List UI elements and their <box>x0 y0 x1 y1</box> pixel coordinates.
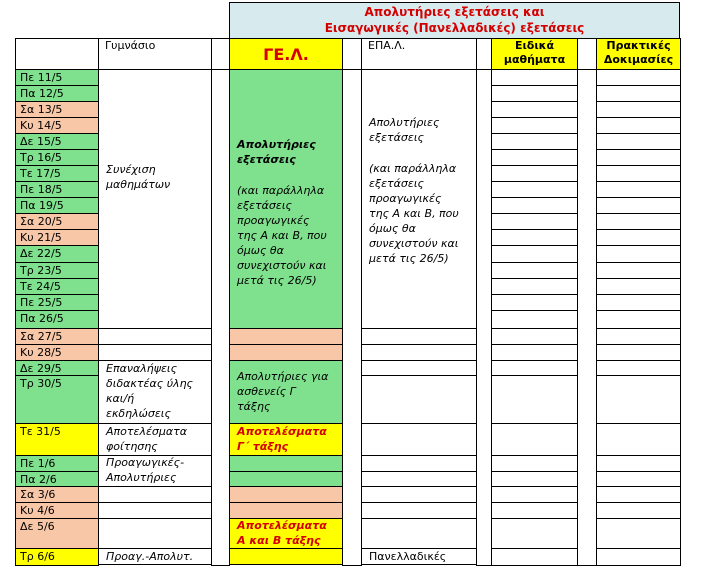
gymnasio-proagogikes-text: Προαγωγικές- Απολυτήριες <box>106 456 185 484</box>
eidika-empty-cell <box>491 423 578 456</box>
date-cell: Σα 13/5 <box>15 101 99 118</box>
date-cell: Πα 2/6 <box>15 471 99 487</box>
praktikes-empty-cell <box>596 486 681 503</box>
date-cell: Κυ 21/5 <box>15 229 99 246</box>
eidika-empty-cell <box>491 117 578 134</box>
praktikes-empty-cell <box>596 165 681 182</box>
praktikes-empty-cell <box>596 310 681 329</box>
eidika-empty-cell <box>491 328 578 345</box>
date-cell: Πε 1/6 <box>15 455 99 472</box>
eidika-empty-cell <box>491 502 578 519</box>
date-cell: Δε 5/6 <box>15 518 99 549</box>
eidika-empty-cell <box>491 245 578 263</box>
gymnasio-row-4-6 <box>98 502 212 519</box>
header-line-2: Εισαγωγικές (Πανελλαδικές) εξετάσεις <box>324 21 585 35</box>
eidika-empty-cell <box>491 294 578 311</box>
date-cell: Πα 26/5 <box>15 310 99 329</box>
date-cell: Δε 22/5 <box>15 245 99 263</box>
gel-row-28-5 <box>229 344 343 361</box>
praktikes-empty-cell <box>596 213 681 230</box>
praktikes-empty-cell <box>596 502 681 519</box>
gel-row-4-6 <box>229 502 343 519</box>
date-cell: Τρ 23/5 <box>15 262 99 279</box>
epal-panelladikes-text: Πανελλαδικές <box>369 550 447 563</box>
eidika-column-header <box>491 38 578 70</box>
epal-apolytiries-title: Απολυτήριες εξετάσεις <box>369 116 440 144</box>
praktikes-empty-cell <box>596 375 681 424</box>
date-cell: Πε 25/5 <box>15 294 99 311</box>
epal-apolytiries-note: (και παράλληλα εξετάσεις προαγωγικές της Α και Β, που όμως θα συνεχιστούν και μετά τις 26/5) <box>369 162 459 265</box>
eidika-empty-cell <box>491 181 578 198</box>
date-cell: Σα 3/6 <box>15 486 99 503</box>
gel-row-1-6 <box>229 455 343 472</box>
praktikes-empty-cell <box>596 278 681 295</box>
date-cell: Δε 29/5 <box>15 360 99 376</box>
praktikes-empty-cell <box>596 85 681 102</box>
epal-empty-cell <box>361 486 477 503</box>
gymnasio-synexisi-cell <box>98 69 212 329</box>
praktikes-empty-cell <box>596 69 681 86</box>
epal-column-header <box>361 38 477 70</box>
date-cell: Δε 15/5 <box>15 133 99 150</box>
praktikes-empty-cell <box>596 548 681 566</box>
date-cell: Τρ 16/5 <box>15 149 99 166</box>
gel-apotelesmata-ab-text: Αποτελέσματα Α και Β τάξης <box>237 519 327 547</box>
gel-apolytiries-title: Απολυτήριες εξετάσεις <box>237 138 316 166</box>
eidika-empty-cell <box>491 69 578 86</box>
gymnasio-row-3-6 <box>98 486 212 503</box>
praktikes-empty-cell <box>596 133 681 150</box>
date-cell: Σα 27/5 <box>15 328 99 345</box>
eidika-empty-cell <box>491 518 578 549</box>
gel-apolytiries-note: (και παράλληλα εξετάσεις προαγωγικές της Α και Β, που όμως θα συνεχιστούν και μετά τις 26/5) <box>237 184 327 287</box>
epal-empty-cell <box>361 423 477 456</box>
date-cell: Τε 24/5 <box>15 278 99 295</box>
epal-empty-cell <box>361 375 477 424</box>
praktikes-empty-cell <box>596 197 681 214</box>
gymnasio-row-5-6 <box>98 518 212 549</box>
gymnasio-row-28-5 <box>98 344 212 361</box>
eidika-header-label: Ειδικά μαθήματα <box>503 39 566 66</box>
date-cell: Κυ 4/6 <box>15 502 99 519</box>
gymnasio-apotelesmata-text: Αποτελέσματα φοίτησης <box>106 425 187 453</box>
eidika-empty-cell <box>491 548 578 566</box>
date-cell: Τε 31/5 <box>15 423 99 456</box>
praktikes-empty-cell <box>596 471 681 487</box>
spacer-column-header-4 <box>577 38 597 70</box>
epal-header-label: ΕΠΑ.Λ. <box>368 39 406 52</box>
date-cell: Πε 18/5 <box>15 181 99 198</box>
eidika-empty-cell <box>491 101 578 118</box>
eidika-empty-cell <box>491 344 578 361</box>
eidika-empty-cell <box>491 197 578 214</box>
praktikes-empty-cell <box>596 101 681 118</box>
gel-asthenis-text: Απολυτήριες για ασθενείς Γ τάξης <box>237 370 329 413</box>
gymnasio-synexisi-text: Συνέχιση μαθημάτων <box>106 163 171 191</box>
eidika-empty-cell <box>491 165 578 182</box>
date-cell: Τε 17/5 <box>15 165 99 182</box>
praktikes-empty-cell <box>596 360 681 376</box>
spacer-column-4 <box>577 69 597 566</box>
eidika-empty-cell <box>491 360 578 376</box>
praktikes-empty-cell <box>596 328 681 345</box>
praktikes-empty-cell <box>596 455 681 472</box>
praktikes-empty-cell <box>596 181 681 198</box>
eidika-empty-cell <box>491 375 578 424</box>
date-cell: Πα 12/5 <box>15 85 99 102</box>
epal-empty-cell <box>361 360 477 376</box>
epal-empty-cell <box>361 455 477 472</box>
praktikes-empty-cell <box>596 423 681 456</box>
spacer-column-header-2 <box>342 38 362 70</box>
eidika-empty-cell <box>491 278 578 295</box>
praktikes-empty-cell <box>596 518 681 549</box>
date-column-header <box>15 38 99 70</box>
eidika-empty-cell <box>491 149 578 166</box>
spacer-column-3 <box>476 69 492 566</box>
date-cell: Τρ 30/5 <box>15 375 99 424</box>
gymnasio-header-label: Γυμνάσιο <box>105 39 156 52</box>
date-cell: Σα 20/5 <box>15 213 99 230</box>
epal-empty-cell <box>361 344 477 361</box>
epal-empty-cell <box>361 518 477 549</box>
date-cell: Πα 19/5 <box>15 197 99 214</box>
gymnasio-row-27-5 <box>98 328 212 345</box>
eidika-empty-cell <box>491 213 578 230</box>
gel-header-label: ΓΕ.Λ. <box>263 45 309 64</box>
spacer-column-header <box>211 38 230 70</box>
eidika-empty-cell <box>491 262 578 279</box>
gel-row-3-6 <box>229 486 343 503</box>
eidika-empty-cell <box>491 471 578 487</box>
eidika-empty-cell <box>491 310 578 329</box>
gel-row-27-5 <box>229 328 343 345</box>
gel-row-2-6 <box>229 471 343 487</box>
praktikes-empty-cell <box>596 149 681 166</box>
gel-apotelesmata-g-text: Αποτελέσματα Γ΄ τάξης <box>237 425 327 453</box>
eidika-empty-cell <box>491 486 578 503</box>
gymnasio-epanalipseis-text: Επαναλήψεις διδακτέας ύλης και/ή εκδηλώσεις <box>106 362 193 420</box>
eidika-empty-cell <box>491 455 578 472</box>
header-line-1: Απολυτήριες εξετάσεις και <box>364 5 545 19</box>
date-cell: Κυ 28/5 <box>15 344 99 361</box>
gel-row-6-6 <box>229 548 343 565</box>
praktikes-empty-cell <box>596 344 681 361</box>
spacer-column-header-3 <box>476 38 492 70</box>
date-cell: Τρ 6/6 <box>15 548 99 566</box>
spacer-column-1 <box>211 69 230 566</box>
praktikes-empty-cell <box>596 294 681 311</box>
epal-empty-cell <box>361 328 477 345</box>
epal-empty-cell <box>361 471 477 487</box>
spacer-column-2 <box>342 69 362 566</box>
gel-column-header <box>229 38 343 70</box>
epal-empty-cell <box>361 502 477 519</box>
praktikes-empty-cell <box>596 262 681 279</box>
date-cell: Πε 11/5 <box>15 69 99 86</box>
praktikes-empty-cell <box>596 117 681 134</box>
date-cell: Κυ 14/5 <box>15 117 99 134</box>
eidika-empty-cell <box>491 133 578 150</box>
praktikes-column-header <box>596 38 681 70</box>
praktikes-empty-cell <box>596 229 681 246</box>
eidika-empty-cell <box>491 85 578 102</box>
gymnasio-column-header <box>98 38 212 70</box>
praktikes-header-label: Πρακτικές Δοκιμασίες <box>603 39 674 66</box>
eidika-empty-cell <box>491 229 578 246</box>
section-header <box>229 2 680 39</box>
gymnasio-proag-apolyt-text: Προαγ.-Απολυτ. <box>106 550 194 563</box>
praktikes-empty-cell <box>596 245 681 263</box>
